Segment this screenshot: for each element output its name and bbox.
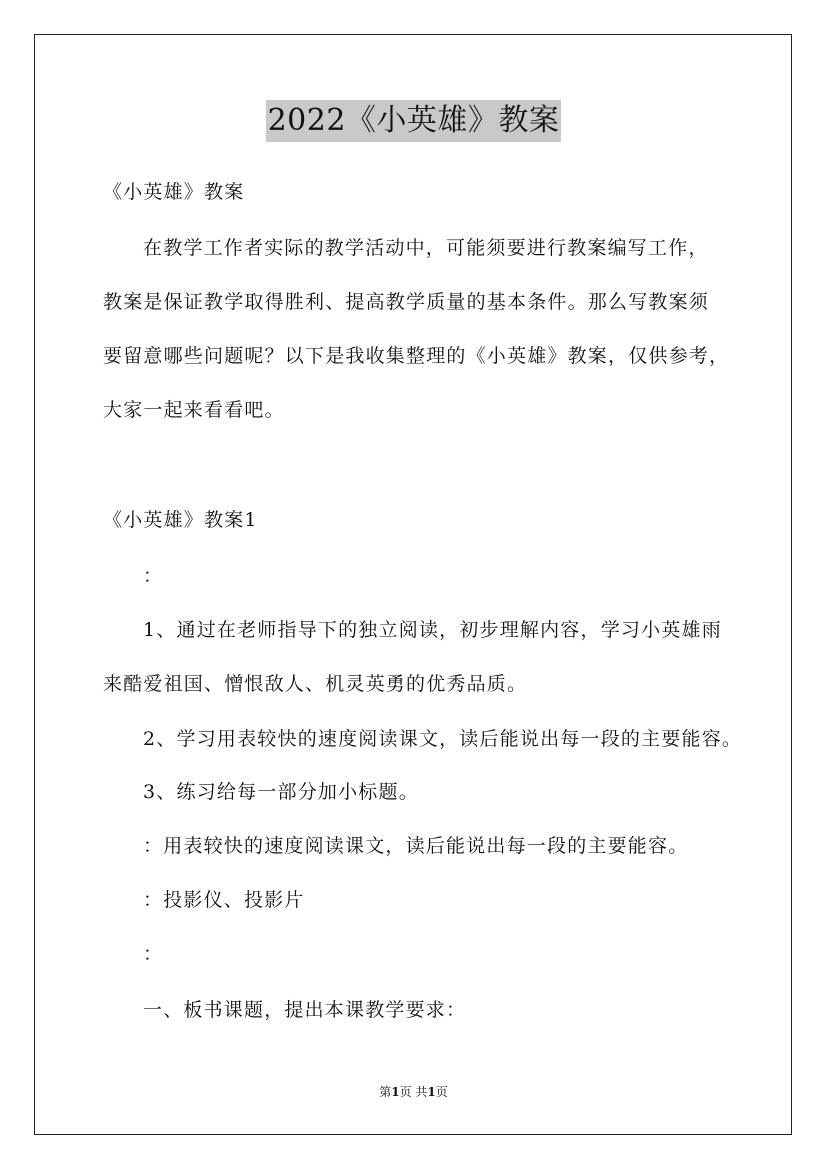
paragraph-line: ： bbox=[143, 565, 164, 587]
footer-page-prefix: 第 bbox=[379, 1085, 392, 1099]
paragraph-line: 来酷爱祖国、憎恨敌人、机灵英勇的优秀品质。 bbox=[103, 673, 528, 695]
subtitle-line: 《小英雄》教案 bbox=[103, 181, 245, 203]
paragraph-line: ：用表较快的速度阅读课文，读后能说出每一段的主要能容。 bbox=[143, 835, 689, 857]
footer-page-suffix: 页 bbox=[399, 1085, 412, 1099]
title-container bbox=[0, 100, 827, 142]
paragraph-line: 大家一起来看看吧。 bbox=[103, 399, 285, 421]
paragraph-line: 2、学习用表较快的速度阅读课文，读后能说出每一段的主要能容。 bbox=[143, 728, 743, 750]
footer-page-number: 1 bbox=[391, 1085, 400, 1099]
page-footer bbox=[0, 1084, 827, 1100]
paragraph-line: 在教学工作者实际的教学活动中，可能须要进行教案编写工作， bbox=[143, 237, 709, 259]
document-title: 2022《小英雄》教案 bbox=[266, 100, 562, 142]
section-heading: 《小英雄》教案1 bbox=[103, 509, 258, 531]
paragraph-line: ： bbox=[143, 943, 164, 965]
footer-total-suffix: 页 bbox=[435, 1085, 448, 1099]
paragraph-line: 1、通过在老师指导下的独立阅读，初步理解内容，学习小英雄雨 bbox=[143, 619, 722, 641]
paragraph-line: 3、练习给每一部分加小标题。 bbox=[143, 781, 419, 803]
footer-total-number: 1 bbox=[427, 1085, 436, 1099]
paragraph-line: 要留意哪些问题呢？以下是我收集整理的《小英雄》教案，仅供参考， bbox=[103, 345, 730, 367]
paragraph-line: 一、板书课题，提出本课教学要求： bbox=[143, 999, 467, 1021]
paragraph-line: ：投影仪、投影片 bbox=[143, 889, 305, 911]
paragraph-line: 教案是保证教学取得胜利、提高教学质量的基本条件。那么写教案须 bbox=[103, 291, 710, 313]
footer-total-prefix: 共 bbox=[415, 1085, 428, 1099]
